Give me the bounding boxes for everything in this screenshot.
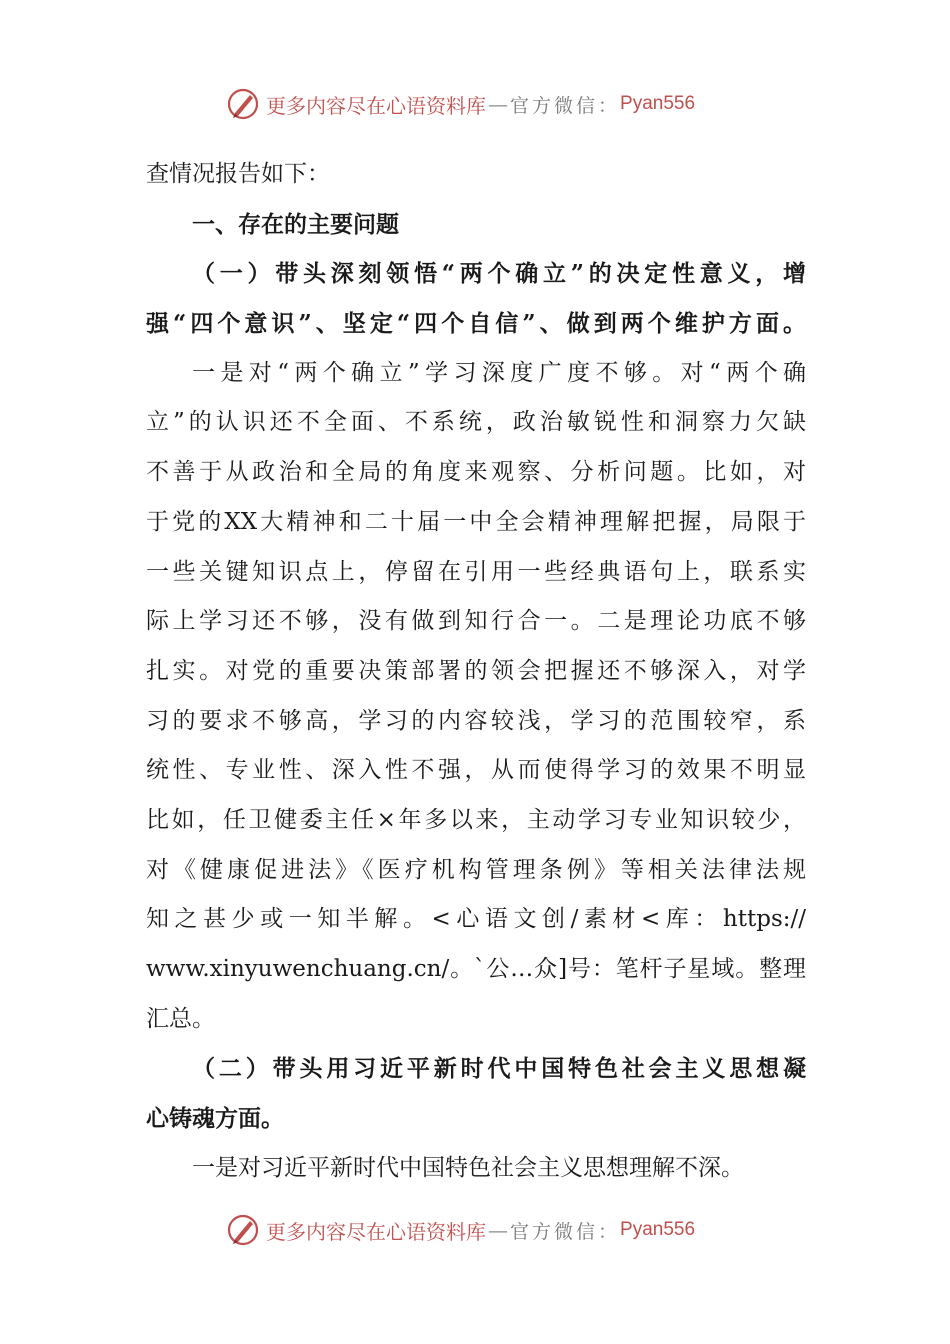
text-line: 习的要求不够高，学习的内容较浅，学习的范围较窄，系 bbox=[146, 707, 806, 734]
text-line: 一些关键知识点上，停留在引用一些经典语句上，联系实 bbox=[146, 558, 806, 585]
banner-label: 官方微信： bbox=[510, 94, 621, 117]
text-line: 际上学习还不够，没有做到知行合一。二是理论功底不够 bbox=[146, 608, 806, 635]
subsection-heading: 强“四个意识”、坚定“四个自信”、做到两个维护方面。 bbox=[146, 310, 806, 338]
banner-main-text: 更多内容尽在心语资料库 bbox=[266, 1219, 486, 1244]
text-line: 立”的认识还不全面、不系统，政治敏锐性和洞察力欠缺 bbox=[146, 409, 806, 436]
text-line: 扎实。对党的重要决策部署的领会把握还不够深入，对学 bbox=[146, 657, 806, 684]
banner-separator: — bbox=[488, 92, 508, 116]
text-line: 比如，任卫健委主任×年多以来，主动学习专业知识较少， bbox=[146, 806, 806, 833]
subsection-heading: （二）带头用习近平新时代中国特色社会主义思想凝 bbox=[192, 1055, 806, 1083]
text-line: 知之甚少或一知半解。<心语文创/素材<库：https:// bbox=[146, 906, 806, 933]
text-line: 汇总。 bbox=[146, 1005, 215, 1032]
text-line: 一是对“两个确立”学习深度广度不够。对“两个确 bbox=[192, 359, 806, 386]
subsection-heading: （一）带头深刻领悟“两个确立”的决定性意义，增 bbox=[192, 260, 806, 288]
banner-separator: — bbox=[488, 1218, 508, 1242]
banner-wechat-id: Pyan556 bbox=[620, 1219, 696, 1240]
subsection-heading: 心铸魂方面。 bbox=[146, 1105, 284, 1133]
text-line: www.xinyuwenchuang.cn/。`公…众]号：笔杆子星域。整理 bbox=[146, 956, 806, 982]
banner-wechat-id: Pyan556 bbox=[620, 93, 696, 114]
header-watermark-banner bbox=[226, 84, 695, 124]
text-line: 不善于从政治和全局的角度来观察、分析问题。比如，对 bbox=[146, 459, 806, 486]
footer-watermark-banner bbox=[226, 1210, 695, 1250]
banner-label: 官方微信： bbox=[510, 1220, 621, 1243]
text-line: 对《健康促进法》《医疗机构管理条例》等相关法律法规 bbox=[146, 856, 806, 883]
pen-circle-logo-icon bbox=[226, 1213, 260, 1247]
document-body bbox=[146, 150, 806, 1193]
text-line: 查情况报告如下： bbox=[146, 161, 330, 187]
pen-circle-logo-icon bbox=[226, 87, 260, 121]
text-line: 一是对习近平新时代中国特色社会主义思想理解不深。 bbox=[192, 1154, 744, 1181]
text-line: 统性、专业性、深入性不强，从而使得学习的效果不明显 bbox=[146, 757, 806, 784]
banner-main-text: 更多内容尽在心语资料库 bbox=[266, 93, 486, 118]
text-line: 于党的XX大精神和二十届一中全会精神理解把握，局限于 bbox=[146, 508, 806, 535]
section-heading: 一、存在的主要问题 bbox=[192, 210, 399, 238]
